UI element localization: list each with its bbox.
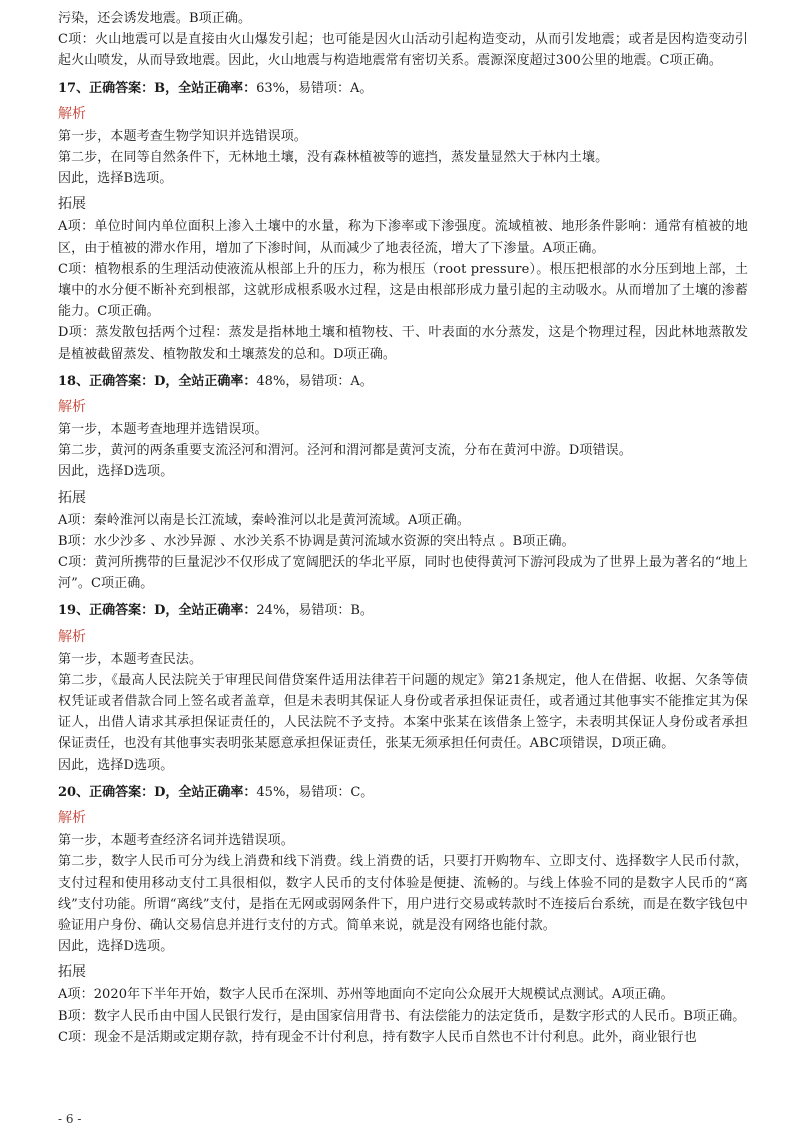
- analysis-line: 第一步，本题考查民法。: [58, 651, 203, 667]
- analysis-line: 第一步，本题考查生物学知识并选错误项。: [58, 128, 307, 144]
- extension-line: C项：现金不是活期或定期存款，持有现金不计付利息，持有数字人民币自然也不计付利息。此外，商业银行也: [58, 1029, 697, 1045]
- analysis-line: 第二步，《最高人民法院关于审理民间借贷案件适用法律若干问题的规定》第21条规定，他人在借据、收据、欠条等债权凭证或者借款合同上签名或者盖章，但是未表明其保证人身份或者承担保证责任，或者通过其他事实不能推定其为保证人，出借人请求其承担保证责任的，人民法院不予支持。本案中张某在该借条上签字，未表明其保证人身份或者承担保证责任，也没有其他事实表明张某愿意承担保证责任，张某无须承担任何责任。ABC项错误，D项正确。: [58, 672, 748, 752]
- analysis-title: 解析: [58, 105, 86, 122]
- page-number: - 6 -: [58, 1112, 82, 1126]
- document-page: [58, 8, 748, 1048]
- extension-title: 拓展: [58, 196, 86, 213]
- analysis-line: 第一步，本题考查经济名词并选错误项。: [58, 833, 294, 849]
- analysis-line: 因此，选择D选项。: [58, 464, 174, 480]
- question-20-header: 20、正确答案：D，全站正确率：45%，易错项：C。: [58, 784, 374, 800]
- extension-line: C项：黄河所携带的巨量泥沙不仅形成了宽阔肥沃的华北平原，同时也使得黄河下游河段成为了世界上最为著名的“地上河”。C项正确。: [58, 555, 748, 592]
- extension-title: 拓展: [58, 964, 86, 981]
- extension-line: B项：水少沙多 、水沙异源 、水沙关系不协调是黄河流域水资源的突出特点 。B项正确。: [58, 533, 575, 549]
- analysis-line: 因此，选择B选项。: [58, 171, 173, 187]
- analysis-line: 因此，选择D选项。: [58, 939, 174, 955]
- extension-line: A项：2020年下半年开始，数字人民币在深圳、苏州等地面向不定向公众展开大规模试点测试。A项正确。: [58, 987, 674, 1003]
- prev-paragraph-1: 污染，还会诱发地震。B项正确。: [58, 11, 252, 26]
- analysis-line: 第二步，在同等自然条件下，无林地土壤，没有森林植被等的遮挡，蒸发量显然大于林内土壤。: [58, 150, 609, 166]
- question-18-header: 18、正确答案：D，全站正确率：48%，易错项：A。: [58, 373, 373, 389]
- question-17-header: 17、正确答案：B，全站正确率：63%，易错项：A。: [58, 80, 373, 96]
- extension-line: D项：蒸发散包括两个过程：蒸发是指林地土壤和植物枝、干、叶表面的水分蒸发，这是个物理过程，因此林地蒸散发是植被截留蒸发、植物散发和土壤蒸发的总和。D项正确。: [58, 325, 748, 362]
- analysis-title: 解析: [58, 399, 86, 416]
- extension-line: A项：单位时间内单位面积上渗入土壤中的水量，称为下渗率或下渗强度。流域植被、地形条件影响：通常有植被的地区，由于植被的滞水作用，增加了下渗时间，从而减少了地表径流，增大了下渗量。A项正确。: [58, 219, 748, 256]
- extension-line: C项：植物根系的生理活动使液流从根部上升的压力，称为根压（root pressure）。根压把根部的水分压到地上部，土壤中的水分便不断补充到根部，这就形成根系吸水过程，这是由根部形成力量引起的主动吸水。从而增加了土壤的渗蓄能力。C项正确。: [58, 261, 748, 320]
- extension-title: 拓展: [58, 489, 86, 506]
- extension-line: A项：秦岭淮河以南是长江流域，秦岭淮河以北是黄河流域。A项正确。: [58, 512, 470, 528]
- analysis-title: 解析: [58, 810, 86, 827]
- analysis-line: 第二步，数字人民币可分为线上消费和线下消费。线上消费的话，只要打开购物车、立即支付、选择数字人民币付款，支付过程和使用移动支付工具很相似，数字人民币的支付体验是便捷、流畅的。与线上体验不同的是数字人民币的“离线”支付功能。所谓“离线”支付，是指在无网或弱网条件下，用户进行交易或转款时不连接后台系统，而是在数字钱包中验证用户身份、确认交易信息并进行支付的方式。简单来说，就是没有网络也能付款。: [58, 854, 748, 933]
- prev-paragraph-2: C项：火山地震可以是直接由火山爆发引起；也可能是因火山活动引起构造变动，从而引发地震；或者是因构造变动引起火山喷发，从而导致地震。因此，火山地震与构造地震常有密切关系。震源深度超过300公里的地震。C项正确。: [58, 32, 748, 69]
- extension-line: B项：数字人民币由中国人民银行发行，是由国家信用背书、有法偿能力的法定货币，是数字形式的人民币。B项正确。: [58, 1008, 746, 1024]
- analysis-line: 第二步，黄河的两条重要支流泾河和渭河。泾河和渭河都是黄河支流，分布在黄河中游。D项错误。: [58, 443, 632, 459]
- analysis-title: 解析: [58, 628, 86, 645]
- analysis-line: 因此，选择D选项。: [58, 757, 174, 773]
- analysis-line: 第一步，本题考查地理并选错误项。: [58, 422, 268, 438]
- question-19-header: 19、正确答案：D，全站正确率：24%，易错项：B。: [58, 603, 373, 619]
